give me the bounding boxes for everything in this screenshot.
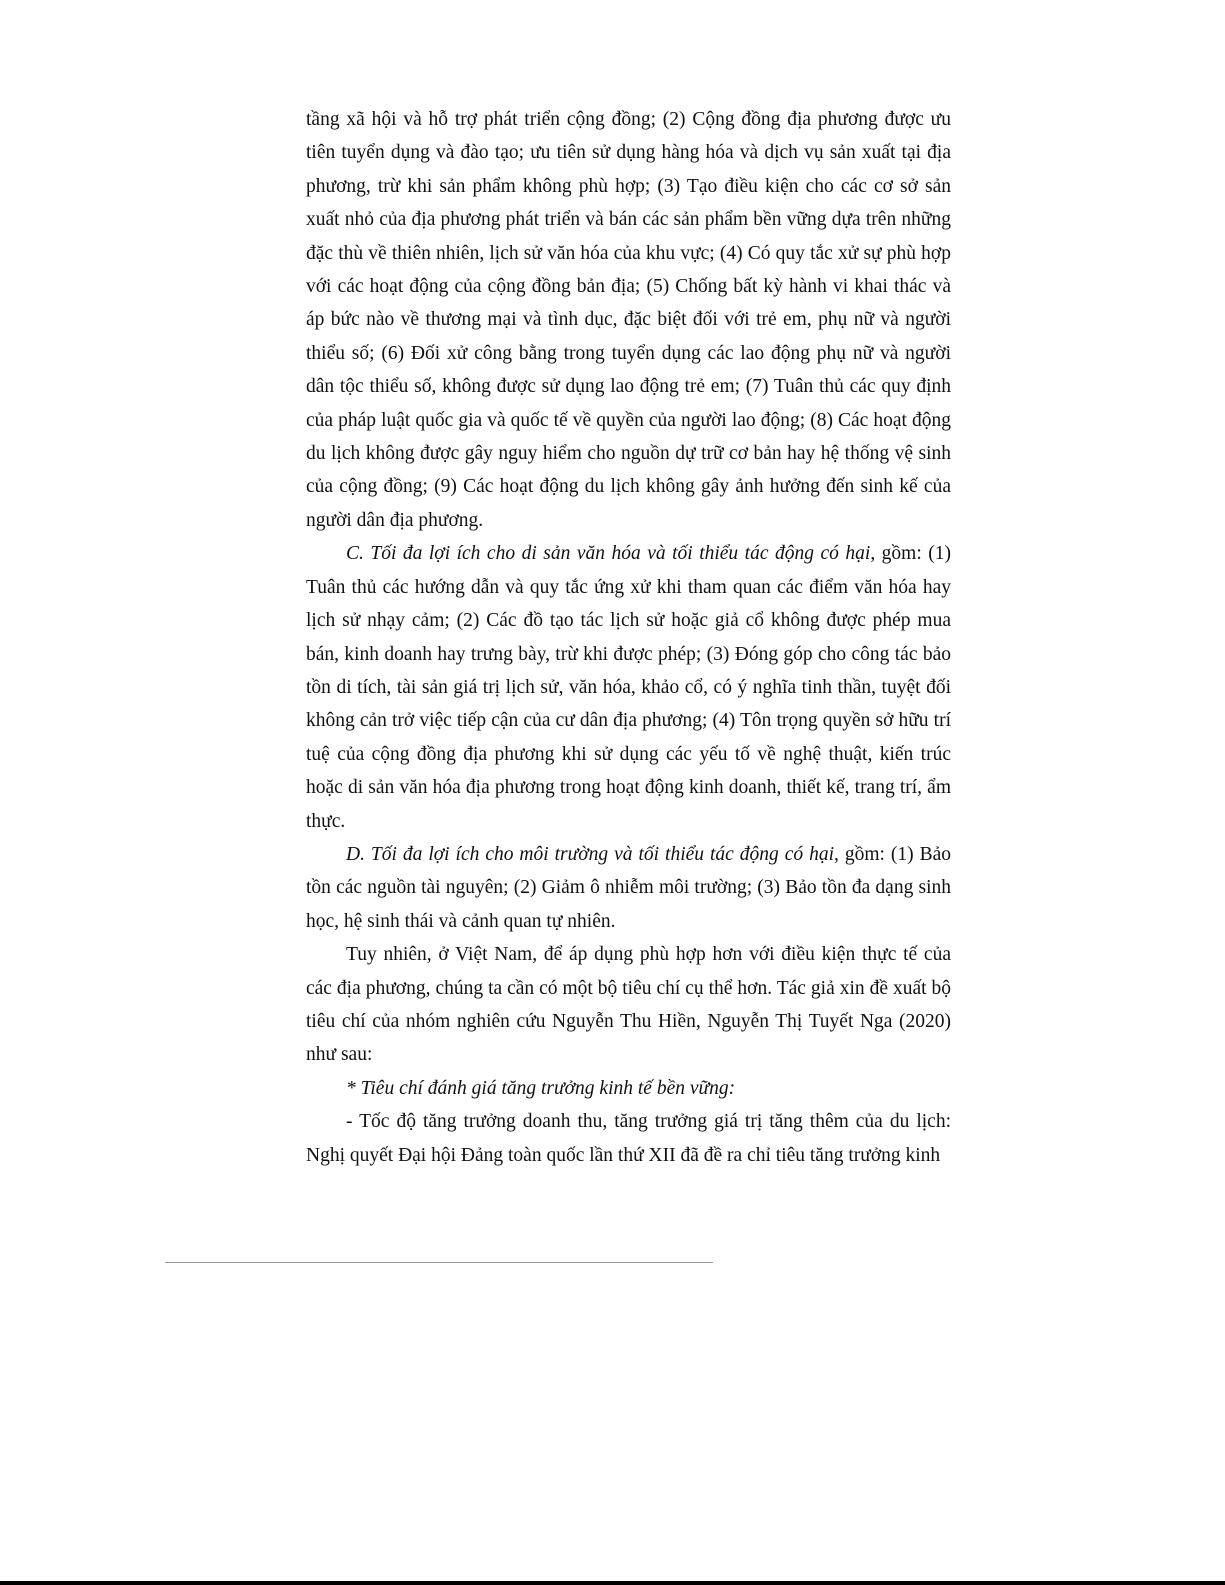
paragraph-text: - Tốc độ tăng trưởng doanh thu, tăng trưởng giá trị tăng thêm của du lịch: Nghị quyết Đại hội Đảng toàn quốc lần thứ XII đã đề ra chỉ tiêu tăng trưởng kinh	[306, 1111, 951, 1166]
paragraph-vietnam-criteria	[306, 938, 951, 1072]
paragraph-text: tầng xã hội và hỗ trợ phát triển cộng đồng; (2) Cộng đồng địa phương được ưu tiên tuyển dụng và đào tạo; ưu tiên sử dụng hàng hóa và dịch vụ sản xuất tại địa phương, trừ khi sản phẩm không phù hợp; (3) Tạo điều kiện cho các cơ sở sản xuất nhỏ của địa phương phát triển và bán các sản phẩm bền vững dựa trên những đặc thù về thiên nhiên, lịch sử văn hóa của khu vực; (4) Có quy tắc xử sự phù hợp với các hoạt động của cộng đồng bản địa; (5) Chống bất kỳ hành vi khai thác và áp bức nào về thương mại và tình dục, đặc biệt đối với trẻ em, phụ nữ và người thiểu số; (6) Đối xử công bằng trong tuyển dụng các lao động phụ nữ và người dân tộc thiểu số, không được sử dụng lao động trẻ em; (7) Tuân thủ các quy định của pháp luật quốc gia và quốc tế về quyền của người lao động; (8) Các hoạt động du lịch không được gây nguy hiểm cho nguồn dự trữ cơ bản hay hệ thống vệ sinh của cộng đồng; (9) Các hoạt động du lịch không gây ảnh hưởng đến sinh kế của người dân địa phương.	[306, 109, 951, 531]
paragraph-environment	[306, 838, 951, 938]
paragraph-heading-c: C. Tối đa lợi ích cho di sản văn hóa và tối thiểu tác động có hại	[346, 543, 871, 565]
footnote-separator	[165, 1262, 713, 1263]
paragraph-revenue-growth	[306, 1105, 951, 1172]
paragraph-social-criteria	[306, 103, 951, 537]
paragraph-cultural-heritage	[306, 537, 951, 838]
paragraph-economic-criteria-heading	[306, 1072, 951, 1105]
document-body	[306, 103, 951, 1172]
subheading-economic-growth: * Tiêu chí đánh giá tăng trưởng kinh tế bền vững:	[346, 1077, 736, 1099]
paragraph-text: , gồm: (1) Tuân thủ các hướng dẫn và quy tắc ứng xử khi tham quan các điểm văn hóa hay lịch sử nhạy cảm; (2) Các đồ tạo tác lịch sử hoặc giả cổ không được phép mua bán, kinh doanh hay trưng bày, trừ khi được phép; (3) Đóng góp cho công tác bảo tồn di tích, tài sản giá trị lịch sử, văn hóa, khảo cổ, có ý nghĩa tinh thần, tuyệt đối không cản trở việc tiếp cận của cư dân địa phương; (4) Tôn trọng quyền sở hữu trí tuệ của cộng đồng địa phương khi sử dụng các yếu tố về nghệ thuật, kiến trúc hoặc di sản văn hóa địa phương trong hoạt động kinh doanh, thiết kế, trang trí, ẩm thực.	[306, 543, 951, 832]
paragraph-text: , gồm: (1) Bảo tồn các nguồn tài nguyên; (2) Giảm ô nhiễm môi trường; (3) Bảo tồn đa dạng sinh học, hệ sinh thái và cảnh quan tự nhiên.	[306, 843, 951, 932]
paragraph-heading-d: D. Tối đa lợi ích cho môi trường và tối thiểu tác động có hại	[346, 843, 835, 865]
page-bottom-border	[0, 1581, 1225, 1585]
paragraph-text: Tuy nhiên, ở Việt Nam, để áp dụng phù hợp hơn với điều kiện thực tế của các địa phương, chúng ta cần có một bộ tiêu chí cụ thể hơn. Tác giả xin đề xuất bộ tiêu chí của nhóm nghiên cứu Nguyễn Thu Hiền, Nguyễn Thị Tuyết Nga (2020) như sau:	[306, 944, 951, 1066]
